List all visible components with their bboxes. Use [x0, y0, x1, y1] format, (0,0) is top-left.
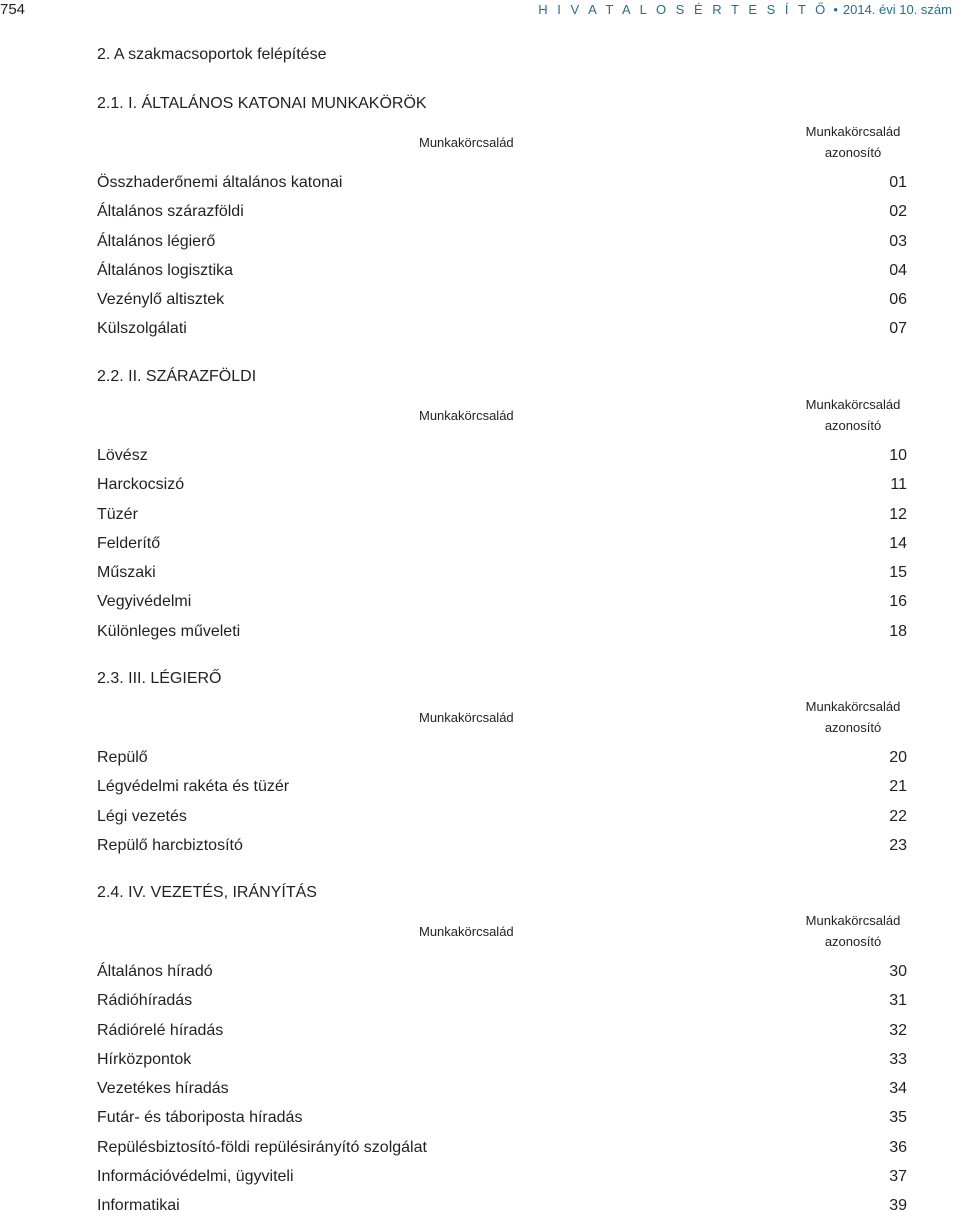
table-row: Információvédelmi, ügyviteli 37	[97, 1168, 907, 1186]
table-row: Külszolgálati 07	[97, 320, 907, 338]
section-heading: 2. A szakmacsoportok felépítése	[97, 46, 327, 63]
table-row: Összhaderőnemi általános katonai 01	[97, 174, 907, 191]
subsection-heading: 2.1. I. ÁLTALÁNOS KATONAI MUNKAKÖRÖK	[97, 95, 427, 112]
table-row: Különleges műveleti 18	[97, 622, 907, 640]
section-command-control	[97, 882, 907, 1221]
table-row: Informatikai 39	[97, 1197, 907, 1215]
subsection-heading: 2.2. II. SZÁRAZFÖLDI	[97, 368, 257, 385]
table-row: Repülő 20	[97, 749, 907, 766]
table-rows	[97, 441, 907, 646]
column-header-id: Munkakörcsalád azonosító	[805, 913, 901, 949]
table-row: Vezetékes híradás 34	[97, 1080, 907, 1098]
table-row: Általános szárazföldi 02	[97, 203, 907, 221]
column-header-id: Munkakörcsalád azonosító	[805, 397, 901, 433]
section-air-force	[97, 668, 907, 860]
publication-header	[538, 0, 952, 20]
table-row: Vezénylő altisztek 06	[97, 291, 907, 309]
table-row: Tüzér 12	[97, 505, 907, 523]
column-header-id: Munkakörcsalád azonosító	[805, 699, 901, 735]
table-rows	[97, 743, 907, 860]
subsection-heading: 2.3. III. LÉGIERŐ	[97, 670, 222, 687]
column-header-family: Munkakörcsalád	[419, 408, 514, 423]
column-headers	[97, 696, 907, 740]
column-header-family: Munkakörcsalád	[419, 924, 514, 939]
table-row: Műszaki 15	[97, 564, 907, 582]
section-ground	[97, 366, 907, 646]
table-row: Vegyivédelmi 16	[97, 593, 907, 611]
table-row: Légi vezetés 22	[97, 807, 907, 825]
table-rows	[97, 168, 907, 344]
column-headers	[97, 121, 907, 165]
table-row: Általános logisztika 04	[97, 261, 907, 279]
column-header-id: Munkakörcsalád azonosító	[805, 124, 901, 160]
column-header-family: Munkakörcsalád	[419, 710, 514, 725]
column-header-family: Munkakörcsalád	[419, 135, 514, 150]
table-row: Légvédelmi rakéta és tüzér 21	[97, 778, 907, 796]
column-headers	[97, 394, 907, 438]
table-row: Hírközpontok 33	[97, 1050, 907, 1068]
issue-label: 2014. évi 10. szám	[842, 2, 952, 17]
publication-title: H I V A T A L O S É R T E S Í T Ő	[538, 2, 829, 17]
table-row: Rádióhíradás 31	[97, 992, 907, 1010]
table-row: Repülő harcbiztosító 23	[97, 836, 907, 854]
table-row: Repülésbiztosító-földi repülésirányító szolgálat 36	[97, 1138, 907, 1156]
header-bullet: •	[833, 2, 838, 17]
table-row: Harckocsizó 11	[97, 476, 907, 494]
table-row: Lövész 10	[97, 447, 907, 464]
table-row: Általános légierő 03	[97, 232, 907, 250]
table-rows	[97, 957, 907, 1221]
column-headers	[97, 910, 907, 954]
page-number: 754	[0, 1, 26, 18]
table-row: Futár- és táboriposta híradás 35	[97, 1109, 907, 1127]
table-row: Általános híradó 30	[97, 963, 907, 980]
section-general	[97, 93, 907, 344]
subsection-heading: 2.4. IV. VEZETÉS, IRÁNYÍTÁS	[97, 884, 317, 901]
table-row: Rádiórelé híradás 32	[97, 1021, 907, 1039]
table-row: Felderítő 14	[97, 534, 907, 552]
